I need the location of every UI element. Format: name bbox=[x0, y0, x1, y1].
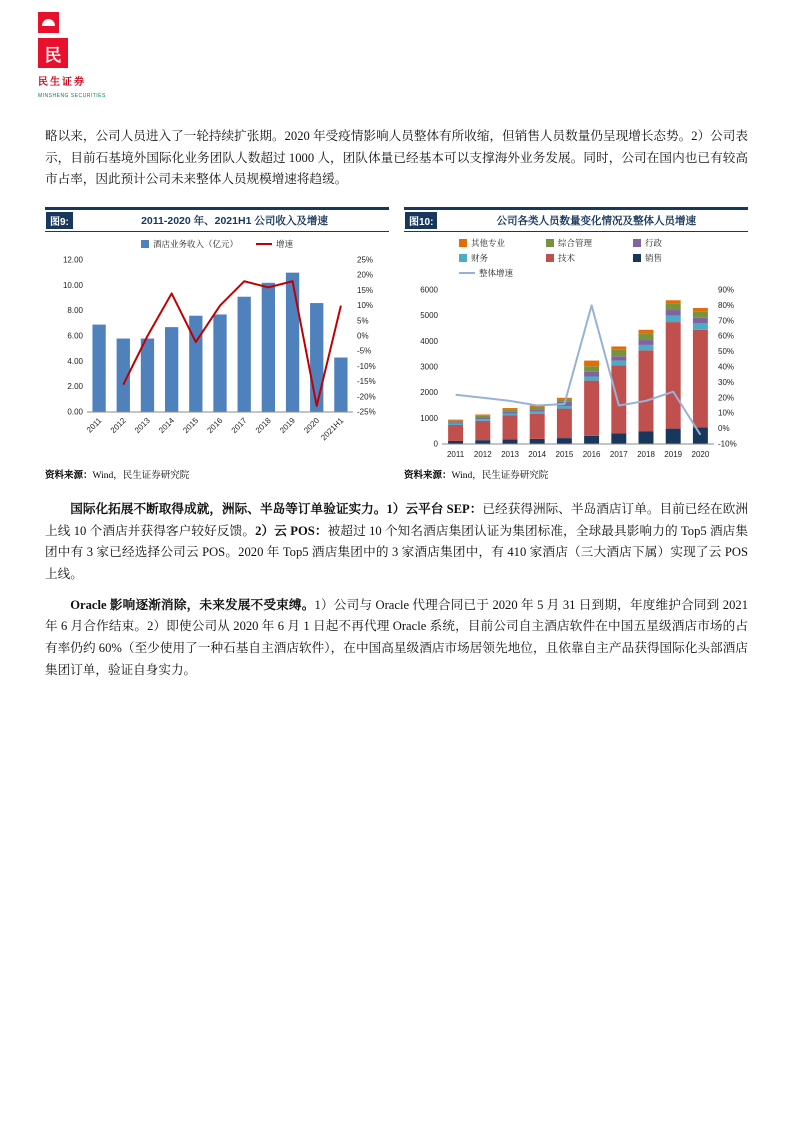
paragraph-3-lead-bold: Oracle 影响逐渐消除，未来发展不受束缚。 bbox=[70, 597, 315, 612]
figure-9-header bbox=[45, 207, 389, 232]
brand-name-en: MINSHENG SECURITIES bbox=[38, 93, 106, 99]
svg-text:4.00: 4.00 bbox=[67, 356, 83, 366]
svg-text:3000: 3000 bbox=[420, 362, 438, 372]
legend-square-marker-icon bbox=[459, 239, 467, 247]
legend-item bbox=[459, 267, 546, 279]
svg-text:2.00: 2.00 bbox=[67, 382, 83, 392]
svg-text:70%: 70% bbox=[718, 315, 735, 325]
svg-text:80%: 80% bbox=[718, 300, 735, 310]
figure-9 bbox=[45, 207, 389, 481]
svg-text:-20%: -20% bbox=[357, 392, 376, 402]
source-label: 资料来源： bbox=[45, 470, 93, 481]
figure-10-source bbox=[404, 464, 748, 481]
legend-label: 增速 bbox=[276, 239, 294, 250]
source-text: Wind，民生证券研究院 bbox=[451, 470, 549, 481]
paragraph-2-bold-2: 2）云 POS： bbox=[255, 523, 328, 538]
legend-label: 技术 bbox=[558, 252, 576, 263]
legend-line-marker-icon bbox=[459, 272, 475, 274]
paragraph-2-text-1: 已经获得洲际、半岛酒店订单。目前已经在欧洲上线 10 个酒店并获得客户较好反馈。 bbox=[45, 501, 749, 538]
svg-text:5%: 5% bbox=[357, 316, 369, 326]
svg-text:2012: 2012 bbox=[108, 416, 128, 435]
legend-square-marker-icon bbox=[459, 254, 467, 262]
figure-9-source bbox=[45, 464, 389, 481]
svg-text:2016: 2016 bbox=[205, 416, 225, 435]
legend-label: 整体增速 bbox=[479, 267, 514, 278]
legend-item bbox=[459, 237, 546, 249]
brand-name-cn: 民生证券 bbox=[38, 77, 86, 88]
revenue-growth-chart bbox=[45, 252, 389, 454]
svg-text:2013: 2013 bbox=[501, 449, 519, 459]
paragraph-2-text-2: 被超过 10 个知名酒店集团认证为集团标准，全球最具影响力的 Top5 酒店集团中有 3 家已经选择公司云 POS。2020 年 Top5 酒店集团中的 3 家酒店集团中，有 410 家酒店（三大酒店下属）实现了云 POS 上线。 bbox=[45, 523, 748, 581]
figure-10 bbox=[404, 207, 748, 481]
svg-text:0.00: 0.00 bbox=[67, 407, 83, 417]
svg-text:2015: 2015 bbox=[555, 449, 574, 459]
paragraph-2-lead-bold: 国际化拓展不断取得成就，洲际、半岛等订单验证实力。1）云平台 SEP： bbox=[70, 501, 483, 516]
svg-text:50%: 50% bbox=[718, 346, 735, 356]
legend-square-marker-icon bbox=[633, 239, 641, 247]
legend-square-marker-icon bbox=[141, 240, 149, 248]
svg-text:10.00: 10.00 bbox=[62, 280, 83, 290]
svg-text:2016: 2016 bbox=[582, 449, 601, 459]
svg-text:0: 0 bbox=[433, 439, 438, 449]
legend-square-marker-icon bbox=[546, 239, 554, 247]
svg-text:2020: 2020 bbox=[691, 449, 710, 459]
svg-text:40%: 40% bbox=[718, 362, 735, 372]
figures-row bbox=[45, 207, 748, 481]
figure-10-title: 公司各类人员数量变化情况及整体人员增速 bbox=[496, 214, 696, 227]
svg-text:-15%: -15% bbox=[357, 377, 376, 387]
svg-text:2017: 2017 bbox=[229, 416, 249, 435]
legend-item bbox=[633, 252, 720, 264]
svg-text:2013: 2013 bbox=[132, 416, 152, 435]
svg-text:2015: 2015 bbox=[181, 416, 201, 435]
svg-text:-5%: -5% bbox=[357, 346, 372, 356]
svg-text:12.00: 12.00 bbox=[62, 255, 83, 265]
source-label: 资料来源： bbox=[404, 470, 452, 481]
svg-text:60%: 60% bbox=[718, 331, 735, 341]
legend-item bbox=[546, 237, 633, 249]
svg-text:0%: 0% bbox=[357, 331, 369, 341]
svg-text:90%: 90% bbox=[718, 285, 735, 295]
figure-9-label: 图9: bbox=[46, 212, 73, 229]
svg-text:2011: 2011 bbox=[84, 416, 104, 435]
figure-10-legend bbox=[404, 232, 748, 282]
svg-text:0%: 0% bbox=[718, 423, 730, 433]
svg-text:2021H1: 2021H1 bbox=[319, 416, 346, 443]
svg-text:2020: 2020 bbox=[302, 416, 322, 435]
legend-item bbox=[546, 252, 633, 264]
report-body bbox=[45, 126, 748, 681]
svg-text:2014: 2014 bbox=[528, 449, 547, 459]
svg-text:2018: 2018 bbox=[637, 449, 655, 459]
svg-text:15%: 15% bbox=[357, 285, 374, 295]
paragraph-2 bbox=[45, 499, 748, 586]
svg-text:4000: 4000 bbox=[420, 336, 438, 346]
brand-monogram: 民 bbox=[44, 45, 62, 65]
figure-10-header bbox=[404, 207, 748, 232]
brand-mark-icon bbox=[38, 38, 68, 68]
legend-item bbox=[256, 238, 293, 250]
svg-text:30%: 30% bbox=[718, 377, 735, 387]
legend-label: 其他专业 bbox=[471, 237, 506, 248]
legend-item bbox=[459, 252, 546, 264]
svg-text:-10%: -10% bbox=[718, 439, 737, 449]
svg-text:10%: 10% bbox=[718, 408, 735, 418]
legend-label: 综合管理 bbox=[558, 237, 593, 248]
svg-text:2000: 2000 bbox=[420, 387, 438, 397]
figure-9-title: 2011-2020 年、2021H1 公司收入及增速 bbox=[141, 214, 328, 227]
svg-text:2011: 2011 bbox=[446, 449, 465, 459]
svg-text:-10%: -10% bbox=[357, 361, 376, 371]
brand-mark-small-icon bbox=[38, 12, 59, 33]
legend-label: 销售 bbox=[645, 252, 663, 263]
headcount-growth-chart bbox=[404, 282, 748, 464]
legend-label: 财务 bbox=[471, 252, 489, 263]
legend-label: 酒店业务收入（亿元） bbox=[152, 239, 238, 250]
paragraph-1: 略以来，公司人员进入了一轮持续扩张期。2020 年受疫情影响人员整体有所收缩，但销售人员数量仍呈现增长态势。2）公司表示，目前石基境外国际化业务团队人数超过 1000 人，团队体量已经基本可以支撑海外业务发展。同时，公司在国内也已有较高市占率，因此预计公司未来整体人员规模增速将趋缓。 bbox=[45, 129, 748, 187]
svg-text:2018: 2018 bbox=[253, 416, 273, 435]
legend-line-marker-icon bbox=[256, 243, 272, 245]
source-text: Wind，民生证券研究院 bbox=[92, 470, 190, 481]
svg-text:6000: 6000 bbox=[420, 285, 438, 295]
svg-text:10%: 10% bbox=[357, 301, 374, 311]
svg-text:25%: 25% bbox=[357, 255, 374, 265]
svg-text:2019: 2019 bbox=[278, 416, 297, 435]
svg-text:2012: 2012 bbox=[473, 449, 492, 459]
paragraph-3-text-1: 1）公司与 Oracle 代理合同已于 2020 年 5 月 31 日到期，年度维护合同到 2021 年 6 月合作结束。2）即使公司从 2020 年 6 月 1 日起不再代理 Oracle 系统，目前公司自主酒店软件在中国五星级酒店市场的占有率仍约 60%（至少使用了一种石基自主酒店软件），在中国高星级酒店市场居领先地位，且依靠自主产品获得国际化头部酒店集团订单，验证自身实力。 bbox=[45, 597, 748, 677]
legend-square-marker-icon bbox=[633, 254, 641, 262]
legend-item bbox=[633, 237, 720, 249]
figure-9-legend bbox=[45, 232, 389, 252]
legend-item bbox=[141, 238, 238, 250]
svg-text:1000: 1000 bbox=[420, 413, 438, 423]
svg-text:5000: 5000 bbox=[420, 310, 438, 320]
svg-text:-25%: -25% bbox=[357, 407, 376, 417]
svg-text:20%: 20% bbox=[357, 270, 374, 280]
svg-text:20%: 20% bbox=[718, 392, 735, 402]
svg-text:6.00: 6.00 bbox=[67, 331, 83, 341]
brand-logo bbox=[38, 12, 128, 99]
figure-10-label: 图10: bbox=[405, 212, 437, 229]
legend-square-marker-icon bbox=[546, 254, 554, 262]
svg-text:2019: 2019 bbox=[664, 449, 683, 459]
legend-label: 行政 bbox=[645, 237, 663, 248]
svg-text:8.00: 8.00 bbox=[67, 306, 83, 316]
paragraph-3 bbox=[45, 595, 748, 682]
svg-text:2017: 2017 bbox=[609, 449, 628, 459]
svg-text:2014: 2014 bbox=[157, 416, 177, 435]
